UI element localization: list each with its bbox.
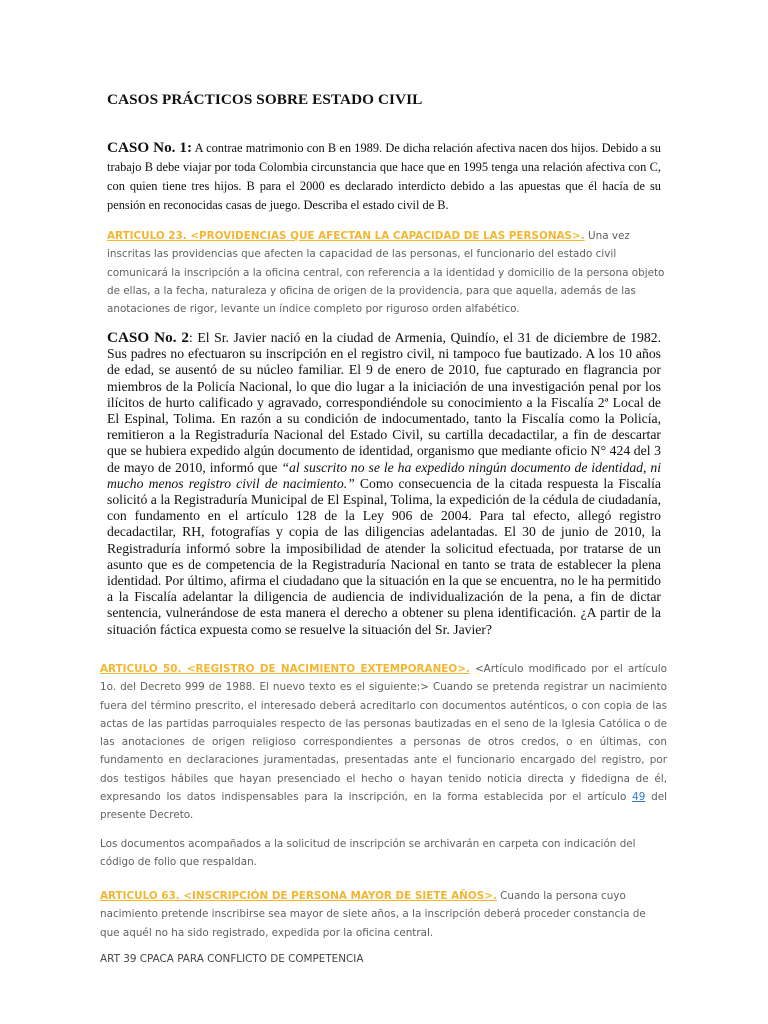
article-23-paragraph — [107, 227, 667, 318]
case-1-text: A contrae matrimonio con B en 1989. De dicha relación afectiva nacen dos hijos. Debido a su trabajo B debe viajar por toda Colombia circunstancia que hace que en 1995 tenga una relación afectiva con C, con quien tiene tres hijos. B para el 2000 es declarado interdicto debido a las apuestas que él hacía de su pensión en reconocidas casas de juego. Describa el estado civil de B. — [107, 141, 661, 212]
case-2-text-before: : El Sr. Javier nació en la ciudad de Armenia, Quindío, el 31 de diciembre de 1982. Sus padres no efectuaron su inscripción en el registro civil, ni tampoco fue bautizado. A los 10 años de edad, se ausentó de su núcleo familiar. El 9 de enero de 2010, fue capturado en flagrancia por miembros de la Policía Nacional, lo que dio lugar a la iniciación de una investigación penal por los ilícitos de hurto calificado y agravado, correspondiéndole su conocimiento a la Fiscalía 2ª Local de El Espinal, Tolima. En razón a su condición de indocumentado, tanto la Fiscalía como la Policía, remitieron a la Registraduría Nacional del Estado Civil, su cartilla decadactilar, a fin de descartar que se hubiera expedido algún documento de identidad, organismo que mediante oficio N° 424 del 3 de mayo de 2010, informó que — [107, 330, 661, 475]
article-49-link[interactable]: 49 — [632, 791, 646, 804]
case-2-label: CASO No. 2 — [107, 329, 190, 346]
article-63-heading-link[interactable]: ARTICULO 63. <INSCRIPCIÓN DE PERSONA MAYOR DE SIETE AÑOS>. — [100, 890, 497, 902]
article-63-text: Cuando la persona cuyo nacimiento pretende inscribirse sea mayor de siete años, a la inscripción deberá proceder constancia de que aquél no ha sido registrado, expedida por la oficina central. — [100, 890, 646, 939]
case-1-paragraph — [107, 138, 661, 215]
art-39-note: ART 39 CPACA PARA CONFLICTO DE COMPETENCIA — [100, 953, 364, 965]
article-23-heading-link[interactable]: ARTICULO 23. <PROVIDENCIAS QUE AFECTAN LA CAPACIDAD DE LAS PERSONAS>. — [107, 230, 585, 242]
document-title: CASOS PRÁCTICOS SOBRE ESTADO CIVIL — [107, 91, 423, 108]
article-63-paragraph — [100, 887, 667, 942]
article-50-text-end: del presente Decreto. — [100, 791, 667, 822]
article-50-paragraph — [100, 660, 667, 825]
case-2-text-after: Como consecuencia de la citada respuesta la Fiscalía solicitó a la Registraduría Municipal de El Espinal, Tolima, la expedición de la cédula de ciudadanía, con fundamento en el artículo 128 de la Ley 906 de 2004. Para tal efecto, allegó registro decadactilar, RH, fotografías y copia de las diligencias adelantadas. El 30 de junio de 2010, la Registraduría informó sobre la imposibilidad de atender la solicitud efectuada, por tratarse de un asunto que es de competencia de la Registraduría Nacional en tanto se trata de establecer la plena identidad. Por último, afirma el ciudadano que la situación en la que se encuentra, no le ha permitido a la Fiscalía adelantar la diligencia de audiencia de individualización de la pena, a fin de dictar sentencia, vulnerándose de esta manera el derecho a obtener su plena identificación. ¿A partir de la situación fáctica expuesta como se resuelve la situación del Sr. Javier? — [107, 475, 661, 637]
case-2-paragraph — [107, 330, 661, 638]
case-1-label: CASO No. 1: — [107, 139, 193, 156]
article-50-text: <Artículo modificado por el artículo 1o. del Decreto 999 de 1988. El nuevo texto es el siguiente:> Cuando se pretenda registrar un nacimiento fuera del término prescrito, el interesado deberá acreditarlo con documentos auténticos, o con copia de las actas de las partidas parroquiales respecto de las personas bautizadas en el seno de la Iglesia Católica o de las anotaciones de origen religioso correspondientes a personas de otros credos, o en últimas, con fundamento en declaraciones juramentadas, presentadas ante el funcionario encargado del registro, por dos testigos hábiles que hayan presenciado el hecho o hayan tenido noticia directa y fidedigna de él, expresando los datos indispensables para la inscripción, en la forma establecida por el artículo — [100, 663, 667, 804]
article-50-heading-link[interactable]: ARTICULO 50. <REGISTRO DE NACIMIENTO EXTEMPORANEO>. — [100, 663, 470, 675]
case-2-quote: “al suscrito no se le ha expedido ningún documento de identidad, ni mucho menos registro civil de nacimiento.” — [107, 459, 662, 491]
article-23-text: Una vez inscritas las providencias que afecten la capacidad de las personas, el funcionario del estado civil comunicará la inscripción a la oficina central, con referencia a la identidad y domicilio de la persona objeto de ellas, a la fecha, naturaleza y oficina de origen de la providencia, para que aquella, además de las anotaciones de rigor, levante un índice completo por riguroso orden alfabético. — [107, 230, 665, 316]
documents-note: Los documentos acompañados a la solicitud de inscripción se archivarán en carpeta con indicación del código de folio que respaldan. — [100, 838, 636, 869]
